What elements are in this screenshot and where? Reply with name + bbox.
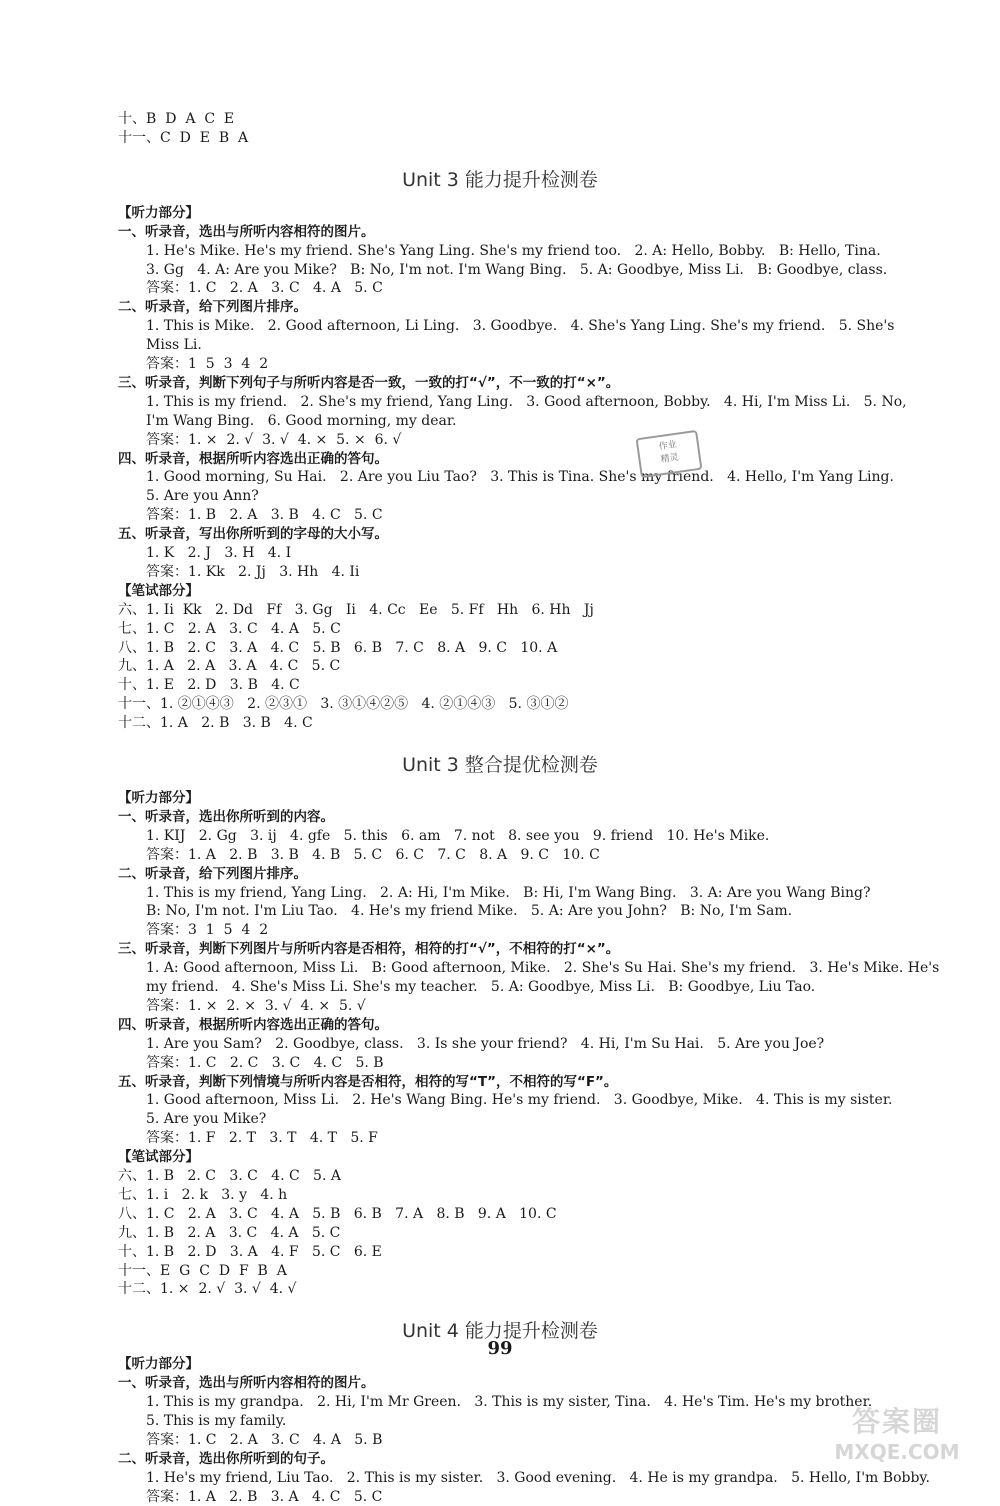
question-line: 5. Are you Ann? bbox=[146, 488, 259, 505]
section-heading: 【笔试部分】 bbox=[118, 1149, 199, 1166]
watermark-bottom: MXQE.COM bbox=[834, 1440, 960, 1464]
answer-line: 九、1. A 2. A 3. A 4. C 5. C bbox=[118, 658, 341, 675]
question-line: 1. This is Mike. 2. Good afternoon, Li Ling. 3. Goodbye. 4. She's Yang Ling. She's my friend. 5. She's bbox=[146, 318, 895, 335]
question-line: 1. A: Good afternoon, Miss Li. B: Good afternoon, Mike. 2. She's Su Hai. She's my friend. 3. He's Mike. He's bbox=[146, 960, 940, 977]
question-line: 答案：1. A 2. B 3. B 4. B 5. C 6. C 7. C 8. A 9. C 10. C bbox=[146, 846, 600, 863]
question-line: 答案：1. B 2. A 3. B 4. C 5. C bbox=[146, 507, 383, 524]
question-line: 1. This is my friend. 2. She's my friend, Yang Ling. 3. Good afternoon, Bobby. 4. Hi, I'm Miss Li. 5. No, bbox=[146, 393, 907, 410]
question-line: 1. This is my friend, Yang Ling. 2. A: Hi, I'm Mike. B: Hi, I'm Wang Bing. 3. A: Are you Wang Bing? bbox=[146, 884, 871, 901]
section-heading: 三、听录音，判断下列图片与所听内容是否相符，相符的打“√”，不相符的打“×”。 bbox=[118, 941, 620, 958]
question-line: 答案：1. C 2. A 3. C 4. A 5. B bbox=[146, 1431, 383, 1448]
section-heading: 一、听录音，选出与所听内容相符的图片。 bbox=[118, 223, 375, 240]
question-line: 答案：1. C 2. A 3. C 4. A 5. C bbox=[146, 280, 383, 297]
section-title: Unit 3 能力提升检测卷 bbox=[402, 168, 598, 191]
section-heading: 【听力部分】 bbox=[118, 1356, 199, 1373]
question-line: B: No, I'm not. I'm Liu Tao. 4. He's my friend Mike. 5. A: Are you John? B: No, I'm Sam. bbox=[146, 903, 793, 920]
section-heading: 一、听录音，选出你所听到的内容。 bbox=[118, 808, 334, 825]
page-number: 99 bbox=[487, 1338, 513, 1359]
answer-line: 七、1. C 2. A 3. C 4. A 5. C bbox=[118, 620, 341, 637]
section-heading: 四、听录音，根据所听内容选出正确的答句。 bbox=[118, 1016, 388, 1033]
section-heading: 二、听录音，给下列图片排序。 bbox=[118, 865, 307, 882]
section-heading: 五、听录音，写出你所听到的字母的大小写。 bbox=[118, 526, 388, 543]
answer-line: 六、1. B 2. C 3. C 4. C 5. A bbox=[118, 1168, 341, 1184]
question-line: 答案：1. × 2. × 3. √ 4. × 5. √ bbox=[146, 997, 366, 1014]
section-heading: 四、听录音，根据所听内容选出正确的答句。 bbox=[118, 450, 388, 467]
question-line: Miss Li. bbox=[146, 337, 202, 354]
question-line: 1. K 2. J 3. H 4. I bbox=[146, 545, 292, 561]
answer-line: 十一、1. ②①④③ 2. ②③① 3. ③①④②⑤ 4. ②①④③ 5. ③①② bbox=[118, 696, 569, 713]
question-line: 1. This is my grandpa. 2. Hi, I'm Mr Green. 3. This is my sister, Tina. 4. He's Tim. He's my brother. bbox=[146, 1394, 873, 1411]
answer-line: 十、B D A C E bbox=[118, 111, 235, 127]
question-line: 1. Are you Sam? 2. Goodbye, class. 3. Is she your friend? 4. Hi, I'm Su Hai. 5. Are you Joe? bbox=[146, 1035, 825, 1052]
answer-line: 九、1. B 2. A 3. C 4. A 5. C bbox=[118, 1224, 341, 1241]
question-line: 1. He's my friend, Liu Tao. 2. This is my sister. 3. Good evening. 4. He is my grandpa. 5. Hello, I'm Bobby. bbox=[146, 1469, 930, 1486]
answer-line: 八、1. B 2. C 3. A 4. C 5. B 6. B 7. C 8. A 9. C 10. A bbox=[118, 639, 558, 656]
answer-line: 十一、C D E B A bbox=[118, 129, 249, 146]
question-line: 答案：1 5 3 4 2 bbox=[146, 356, 269, 372]
answer-line: 十、1. E 2. D 3. B 4. C bbox=[118, 677, 300, 694]
answer-line: 七、1. i 2. k 3. y 4. h bbox=[118, 1186, 288, 1203]
question-line: 答案：1. A 2. B 3. A 4. C 5. C bbox=[146, 1488, 383, 1505]
section-heading: 【听力部分】 bbox=[118, 790, 199, 806]
question-line: 5. This is my family. bbox=[146, 1413, 287, 1429]
answer-line: 十、1. B 2. D 3. A 4. F 5. C 6. E bbox=[118, 1243, 382, 1260]
answer-line: 六、1. Ii Kk 2. Dd Ff 3. Gg Ii 4. Cc Ee 5. Ff Hh 6. Hh Jj bbox=[118, 601, 594, 618]
answer-line: 十一、E G C D F B A bbox=[118, 1262, 287, 1279]
question-line: 答案：1. Kk 2. Jj 3. Hh 4. Ii bbox=[146, 563, 360, 580]
stamp-graphic bbox=[636, 430, 703, 478]
question-line: 答案：3 1 5 4 2 bbox=[146, 922, 269, 939]
section-heading: 三、听录音，判断下列句子与所听内容是否一致，一致的打“√”，不一致的打“×”。 bbox=[118, 374, 620, 391]
question-line: 答案：1. × 2. √ 3. √ 4. × 5. × 6. √ bbox=[146, 431, 402, 448]
question-line: 1. Good afternoon, Miss Li. 2. He's Wang Bing. He's my friend. 3. Goodbye, Mike. 4. This is my sister. bbox=[146, 1092, 893, 1109]
question-line: 1. Good morning, Su Hai. 2. Are you Liu Tao? 3. This is Tina. She's my friend. 4. Hello, I'm Yang Ling. bbox=[146, 469, 894, 486]
watermark-logo bbox=[812, 1400, 982, 1470]
question-line: my friend. 4. She's Miss Li. She's my teacher. 5. A: Goodbye, Miss Li. B: Goodbye, Liu Tao. bbox=[146, 979, 816, 995]
question-line: 答案：1. F 2. T 3. T 4. T 5. F bbox=[146, 1130, 378, 1147]
answer-line: 八、1. C 2. A 3. C 4. A 5. B 6. B 7. A 8. B 9. A 10. C bbox=[118, 1205, 557, 1222]
section-title: Unit 4 能力提升检测卷 bbox=[402, 1320, 598, 1343]
section-title: Unit 3 整合提优检测卷 bbox=[402, 754, 598, 776]
question-line: 1. He's Mike. He's my friend. She's Yang Ling. She's my friend too. 2. A: Hello, Bobby. B: Hello, Tina. bbox=[146, 242, 881, 259]
section-heading: 一、听录音，选出与所听内容相符的图片。 bbox=[118, 1375, 375, 1392]
stamp-line1: 作业 bbox=[658, 439, 678, 453]
question-line: I'm Wang Bing. 6. Good morning, my dear. bbox=[146, 412, 457, 429]
question-line: 5. Are you Mike? bbox=[146, 1111, 267, 1128]
question-line: 1. KIJ 2. Gg 3. ij 4. gfe 5. this 6. am 7. not 8. see you 9. friend 10. He's Mike. bbox=[146, 827, 770, 844]
section-heading: 二、听录音，给下列图片排序。 bbox=[118, 299, 307, 316]
section-heading: 【听力部分】 bbox=[118, 204, 199, 221]
stamp-line2: 精灵 bbox=[660, 452, 680, 466]
question-line: 3. Gg 4. A: Are you Mike? B: No, I'm not. I'm Wang Bing. 5. A: Goodbye, Miss Li. B: Goodbye, class. bbox=[146, 261, 888, 278]
question-line: 答案：1. C 2. C 3. C 4. C 5. B bbox=[146, 1054, 384, 1071]
section-heading: 【笔试部分】 bbox=[118, 582, 199, 599]
section-heading: 二、听录音，选出你所听到的句子。 bbox=[118, 1450, 334, 1467]
section-heading: 五、听录音，判断下列情境与所听内容是否相符，相符的写“T”，不相符的写“F”。 bbox=[118, 1073, 618, 1090]
watermark-top: 答案圈 bbox=[851, 1405, 942, 1438]
answer-line: 十二、1. × 2. √ 3. √ 4. √ bbox=[118, 1281, 297, 1298]
answer-line: 十二、1. A 2. B 3. B 4. C bbox=[118, 715, 313, 732]
